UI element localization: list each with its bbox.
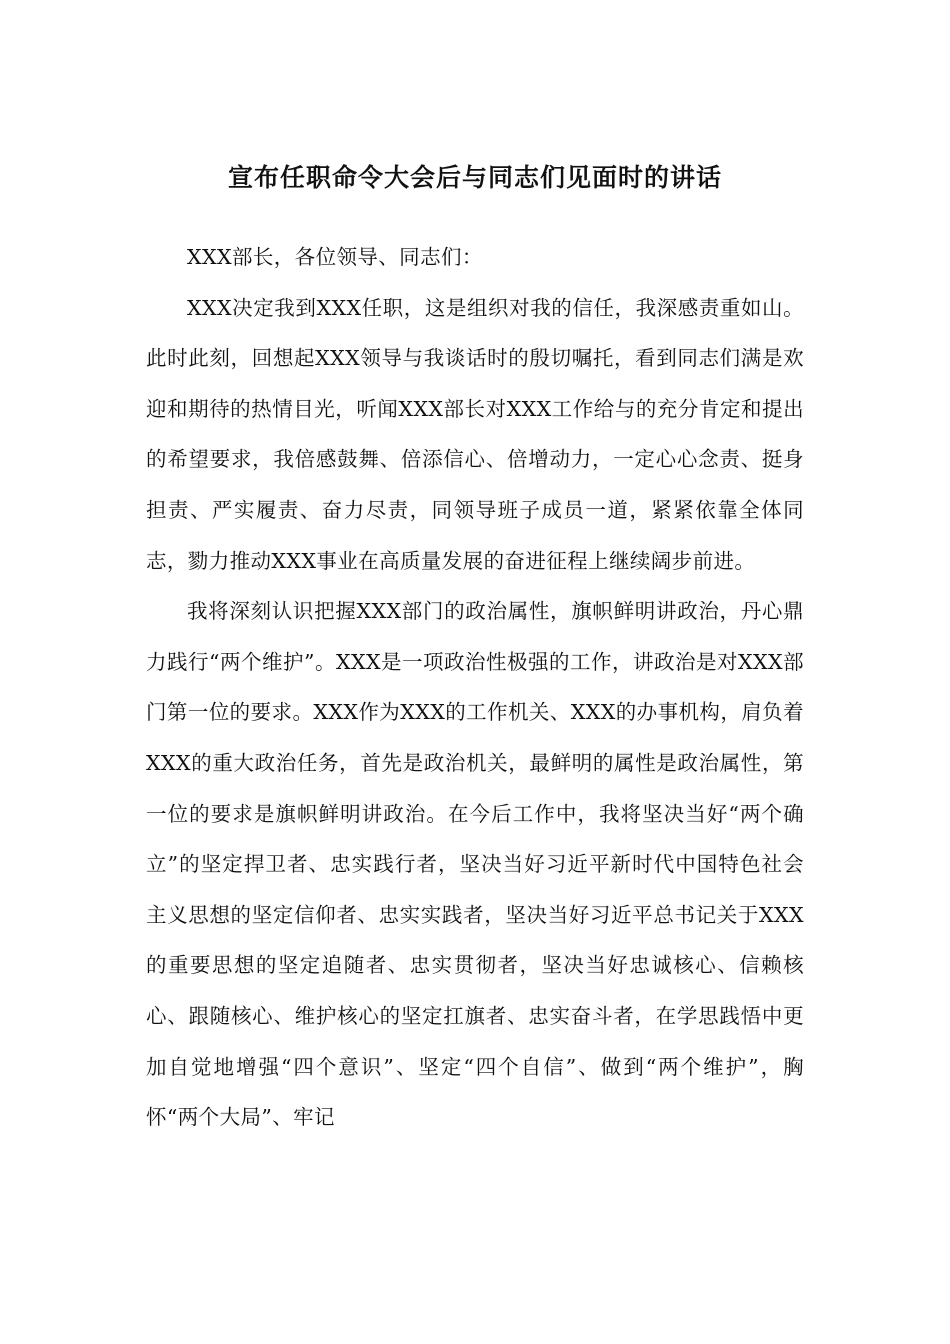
document-body [146,232,804,1143]
opening-paragraph: XXX决定我到XXX任职，这是组织对我的信任，我深感责重如山。此时此刻，回想起XXX领导与我谈话时的殷切嘱托，看到同志们满是欢迎和期待的热情目光，听闻XXX部长对XXX工作给与的充分肯定和提出的希望要求，我倍感鼓舞、倍添信心、倍增动力，一定心心念责、挺身担责、严实履责、奋力尽责，同领导班子成员一道，紧紧依靠全体同志，勠力推动XXX事业在高质量发展的奋进征程上继续阔步前进。 [146,295,804,573]
political-paragraph: 我将深刻认识把握XXX部门的政治属性，旗帜鲜明讲政治，丹心鼎力践行“两个维护”。XXX是一项政治性极强的工作，讲政治是对XXX部门第一位的要求。XXX作为XXX的工作机关、XXX的办事机构，肩负着XXX的重大政治任务，首先是政治机关，最鲜明的属性是政治属性，第一位的要求是旗帜鲜明讲政治。在今后工作中，我将坚决当好“两个确立”的坚定捍卫者、忠实践行者，坚决当好习近平新时代中国特色社会主义思想的坚定信仰者、忠实实践者，坚决当好习近平总书记关于XXX的重要思想的坚定追随者、忠实贯彻者，坚决当好忠诚核心、信赖核心、跟随核心、维护核心的坚定扛旗者、忠实奋斗者，在学思践悟中更加自觉地增强“四个意识”、坚定“四个自信”、做到“两个维护”，胸怀“两个大局”、牢记 [146,599,804,1130]
document-title: 宣布任职命令大会后与同志们见面时的讲话 [227,163,722,192]
salutation-paragraph: XXX部长，各位领导、同志们： [187,245,483,269]
